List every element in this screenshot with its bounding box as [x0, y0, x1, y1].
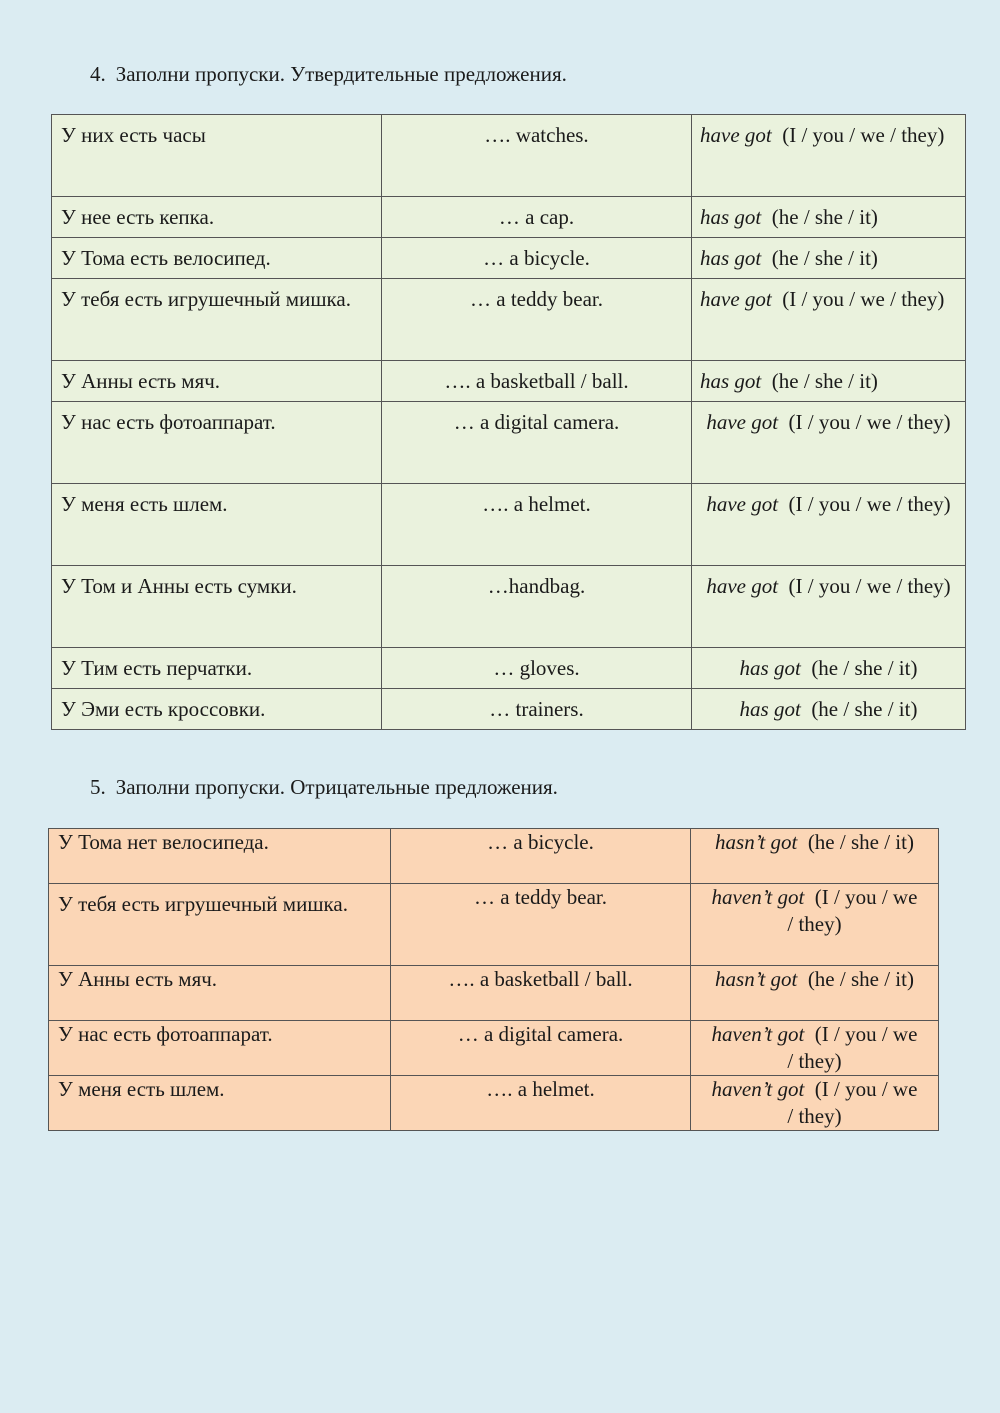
english-gap: …. a basketball / ball.	[382, 361, 692, 402]
section-title: Заполни пропуски. Отрицательные предложения.	[115, 775, 558, 799]
grammar-hint	[692, 197, 966, 238]
verb-form: haven’t got	[711, 885, 805, 909]
pronouns: (he / she / it)	[811, 697, 918, 721]
pronouns: (I / you / we / they)	[788, 410, 951, 434]
russian-sentence: У Эми есть кроссовки.	[52, 689, 382, 730]
english-gap: …. a helmet.	[391, 1076, 691, 1131]
russian-sentence: У нас есть фотоаппарат.	[52, 402, 382, 484]
grammar-hint	[692, 115, 966, 197]
grammar-hint	[691, 966, 939, 1021]
table-row	[49, 966, 939, 1021]
pronouns: (I / you / we / they)	[787, 1077, 918, 1128]
verb-form: hasn’t got	[715, 830, 798, 854]
grammar-hint	[692, 566, 966, 648]
russian-sentence: У Анны есть мяч.	[49, 966, 391, 1021]
grammar-hint	[692, 648, 966, 689]
grammar-hint	[692, 402, 966, 484]
affirmative-table	[51, 114, 966, 730]
english-gap: … gloves.	[382, 648, 692, 689]
grammar-hint	[691, 884, 939, 966]
english-gap: … a digital camera.	[391, 1021, 691, 1076]
table-row	[52, 279, 966, 361]
english-gap: …. a basketball / ball.	[391, 966, 691, 1021]
table-row	[52, 484, 966, 566]
verb-form: haven’t got	[711, 1077, 805, 1101]
verb-form: have got	[700, 287, 772, 311]
verb-form: has got	[739, 656, 801, 680]
section-5-heading	[90, 773, 558, 801]
section-number: 4.	[90, 62, 106, 86]
table-row	[52, 238, 966, 279]
pronouns: (I / you / we / they)	[788, 574, 951, 598]
table-row	[49, 1076, 939, 1131]
grammar-hint	[692, 238, 966, 279]
grammar-hint	[692, 689, 966, 730]
verb-form: has got	[700, 246, 762, 270]
table-row	[49, 829, 939, 884]
english-gap: … a teddy bear.	[382, 279, 692, 361]
negative-table	[48, 828, 939, 1131]
grammar-hint	[692, 484, 966, 566]
table-row	[52, 566, 966, 648]
russian-sentence: У меня есть шлем.	[49, 1076, 391, 1131]
section-4-heading	[90, 60, 567, 88]
table-row	[52, 402, 966, 484]
verb-form: haven’t got	[711, 1022, 805, 1046]
english-gap: …. watches.	[382, 115, 692, 197]
english-gap: … a bicycle.	[391, 829, 691, 884]
pronouns: (he / she / it)	[811, 656, 918, 680]
pronouns: (he / she / it)	[771, 369, 878, 393]
pronouns: (he / she / it)	[771, 205, 878, 229]
russian-sentence: У Том и Анны есть сумки.	[52, 566, 382, 648]
verb-form: have got	[700, 123, 772, 147]
russian-sentence: У тебя есть игрушечный мишка.	[52, 279, 382, 361]
russian-sentence: У меня есть шлем.	[52, 484, 382, 566]
verb-form: hasn’t got	[715, 967, 798, 991]
russian-sentence: У тебя есть игрушечный мишка.	[49, 884, 391, 966]
table-row	[52, 689, 966, 730]
table-row	[49, 884, 939, 966]
grammar-hint	[691, 1076, 939, 1131]
pronouns: (he / she / it)	[807, 967, 914, 991]
pronouns: (I / you / we / they)	[782, 123, 945, 147]
verb-form: has got	[700, 205, 762, 229]
english-gap: …. a helmet.	[382, 484, 692, 566]
russian-sentence: У Тим есть перчатки.	[52, 648, 382, 689]
pronouns: (I / you / we / they)	[787, 885, 918, 936]
russian-sentence: У Анны есть мяч.	[52, 361, 382, 402]
english-gap: …handbag.	[382, 566, 692, 648]
pronouns: (he / she / it)	[807, 830, 914, 854]
english-gap: … trainers.	[382, 689, 692, 730]
verb-form: have got	[706, 574, 779, 598]
english-gap: … a teddy bear.	[391, 884, 691, 966]
grammar-hint	[692, 279, 966, 361]
verb-form: have got	[706, 492, 779, 516]
verb-form: has got	[739, 697, 801, 721]
pronouns: (I / you / we / they)	[788, 492, 951, 516]
grammar-hint	[691, 829, 939, 884]
russian-sentence: У них есть часы	[52, 115, 382, 197]
english-gap: … a digital camera.	[382, 402, 692, 484]
table-row	[52, 648, 966, 689]
pronouns: (I / you / we / they)	[782, 287, 945, 311]
table-row	[52, 197, 966, 238]
table-row	[52, 361, 966, 402]
russian-sentence: У нас есть фотоаппарат.	[49, 1021, 391, 1076]
pronouns: (I / you / we / they)	[787, 1022, 918, 1073]
grammar-hint	[692, 361, 966, 402]
verb-form: has got	[700, 369, 762, 393]
russian-sentence: У Тома есть велосипед.	[52, 238, 382, 279]
pronouns: (he / she / it)	[771, 246, 878, 270]
table-row	[52, 115, 966, 197]
section-title: Заполни пропуски. Утвердительные предложения.	[115, 62, 567, 86]
english-gap: … a bicycle.	[382, 238, 692, 279]
english-gap: … a cap.	[382, 197, 692, 238]
verb-form: have got	[706, 410, 779, 434]
table-row	[49, 1021, 939, 1076]
grammar-hint	[691, 1021, 939, 1076]
russian-sentence: У Тома нет велосипеда.	[49, 829, 391, 884]
russian-sentence: У нее есть кепка.	[52, 197, 382, 238]
section-number: 5.	[90, 775, 106, 799]
